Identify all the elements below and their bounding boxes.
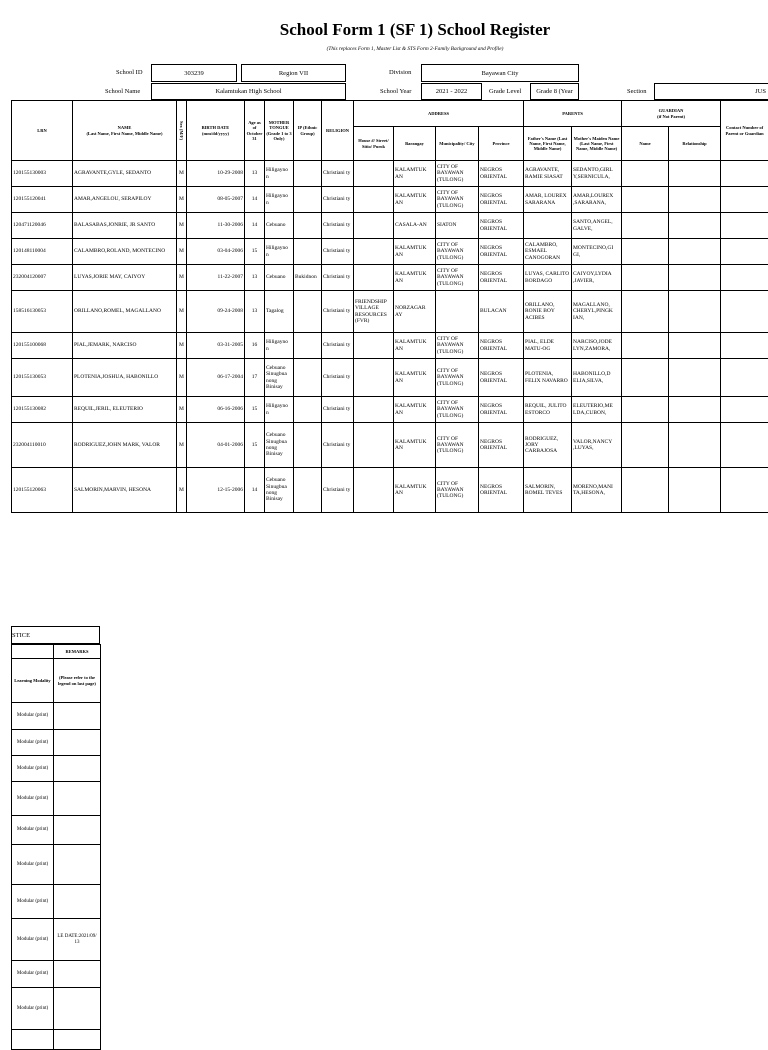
name-cell: LUYAS,JORIE MAY, CAIYOY: [73, 265, 177, 291]
tongue-cell: Cebuano Sinugbua nong Binisay: [265, 359, 294, 397]
ip-cell: [294, 291, 322, 333]
remark-cell: LE DATE:2021/09/ 13: [54, 919, 101, 961]
province-cell: NEGROS ORIENTAL: [479, 423, 524, 468]
tongue-cell: Cebuano: [265, 213, 294, 239]
section-label: Section: [627, 89, 647, 96]
age-cell: 14: [245, 187, 265, 213]
province-cell: NEGROS ORIENTAL: [479, 468, 524, 513]
list-item: [12, 730, 101, 756]
lrn-cell: 120155120063: [12, 468, 73, 513]
learning-modality-header: Learning Modality: [12, 659, 54, 703]
province-cell: NEGROS ORIENTAL: [479, 397, 524, 423]
modality-cell: Modular (print): [12, 961, 54, 988]
table-row: [12, 333, 768, 359]
guardian-name-cell: [622, 333, 669, 359]
list-item: [12, 756, 101, 782]
province-header: Province: [479, 127, 524, 161]
sex-cell: M: [177, 265, 187, 291]
table-row: [12, 239, 768, 265]
father-header: Father's Name (Last Name, First Name, Middle Name): [524, 127, 572, 161]
mother-cell: SEDANTO,GIRL Y,SERNICULA,: [572, 161, 622, 187]
guardian-relationship-cell: [669, 291, 721, 333]
remark-cell: [54, 961, 101, 988]
ip-cell: [294, 359, 322, 397]
table-row: [12, 161, 768, 187]
age-cell: 15: [245, 397, 265, 423]
lrn-cell: 120471120046: [12, 213, 73, 239]
sex-cell: M: [177, 397, 187, 423]
modality-cell: Modular (print): [12, 703, 54, 730]
contact-cell: [721, 423, 768, 468]
name-cell: ORILLANO,ROMEL, MAGALLANO: [73, 291, 177, 333]
guardian-name-cell: [622, 239, 669, 265]
guardian-relationship-cell: [669, 161, 721, 187]
remark-cell: [54, 988, 101, 1030]
sex-header-text: Sex (M/F): [179, 121, 184, 140]
ip-cell: [294, 239, 322, 265]
age-cell: 13: [245, 161, 265, 187]
birth-cell: 03-04-2006: [187, 239, 245, 265]
form-subtitle: (This replaces Form 1, Master List & STS Form 2-Family Background and Profile): [0, 46, 768, 52]
side-header-fragment: STICE: [11, 626, 100, 644]
table-row: [12, 213, 768, 239]
municipality-cell: CITY OF BAYAWAN (TULONG): [436, 423, 479, 468]
contact-header: Contact Number of Parent or Guardian: [721, 101, 768, 161]
municipality-cell: CITY OF BAYAWAN (TULONG): [436, 468, 479, 513]
house-cell: FRIENDSHIP VILLAGE RESOURCES (FVR): [354, 291, 394, 333]
religion-cell: Christiani ty: [322, 333, 354, 359]
list-item: [12, 703, 101, 730]
school-id-field: 303239: [151, 64, 237, 82]
list-item: [12, 1030, 101, 1050]
ip-header: IP (Ethnic Group): [294, 101, 322, 161]
guardian-name-cell: [622, 468, 669, 513]
lrn-header: LRN: [12, 101, 73, 161]
table-row: [12, 187, 768, 213]
barangay-cell: KALAMTUK AN: [394, 468, 436, 513]
name-cell: PIAL,JEMARK, NARCISO: [73, 333, 177, 359]
school-name-label: School Name: [105, 89, 140, 96]
house-cell: [354, 161, 394, 187]
name-cell: BALASABAS,JONRIE, JR SANTO: [73, 213, 177, 239]
age-cell: 13: [245, 265, 265, 291]
mother-cell: MONTECINO,GI GI,: [572, 239, 622, 265]
modality-cell: Modular (print): [12, 756, 54, 782]
age-cell: 15: [245, 423, 265, 468]
municipality-cell: CITY OF BAYAWAN (TULONG): [436, 359, 479, 397]
mother-cell: MAGALLANO, CHERYL,PINGK IAN,: [572, 291, 622, 333]
modality-cell: Modular (print): [12, 816, 54, 845]
house-cell: [354, 468, 394, 513]
religion-cell: Christiani ty: [322, 423, 354, 468]
modality-header-blank: [12, 645, 54, 659]
modality-cell: Modular (print): [12, 988, 54, 1030]
name-header-title: NAME: [118, 125, 132, 130]
tongue-header: MOTHER TONGUE (Grade 1 to 3 Only): [265, 101, 294, 161]
tongue-cell: Hiligayno n: [265, 333, 294, 359]
school-id-label: School ID: [116, 70, 143, 77]
municipality-cell: CITY OF BAYAWAN (TULONG): [436, 265, 479, 291]
father-cell: RODRIGUEZ, JORY CARBAJOSA: [524, 423, 572, 468]
tongue-cell: Hiligayno n: [265, 161, 294, 187]
name-cell: CALAMBRO,ROLAND, MONTECINO: [73, 239, 177, 265]
contact-cell: [721, 161, 768, 187]
tongue-cell: Cebuano Sinugbua nong Binisay: [265, 423, 294, 468]
section-field: JUS: [654, 83, 768, 100]
father-cell: REQUIL, JULITO ESTORCO: [524, 397, 572, 423]
religion-cell: Christiani ty: [322, 359, 354, 397]
mother-cell: HABONILLO,D ELIA,SILVA,: [572, 359, 622, 397]
sex-cell: M: [177, 161, 187, 187]
guardian-relationship-cell: [669, 423, 721, 468]
ip-cell: [294, 397, 322, 423]
register-table: [11, 100, 768, 513]
lrn-cell: 120155100068: [12, 333, 73, 359]
house-cell: [354, 187, 394, 213]
father-cell: LUYAS, CARLITO BORDAGO: [524, 265, 572, 291]
sex-cell: M: [177, 187, 187, 213]
register-body: [12, 161, 768, 513]
province-cell: NEGROS ORIENTAL: [479, 239, 524, 265]
remark-cell: [54, 730, 101, 756]
father-cell: AGRAVANTE, RAMIE SIASAT: [524, 161, 572, 187]
guardian-relationship-cell: [669, 239, 721, 265]
lrn-cell: 232004110010: [12, 423, 73, 468]
tongue-cell: Tagalog: [265, 291, 294, 333]
lrn-cell: 120155130053: [12, 359, 73, 397]
house-cell: [354, 213, 394, 239]
sex-cell: M: [177, 333, 187, 359]
province-cell: NEGROS ORIENTAL: [479, 333, 524, 359]
guardian-name-cell: [622, 423, 669, 468]
mother-cell: VALOR,NANCY ,LUYAS,: [572, 423, 622, 468]
remark-cell: [54, 816, 101, 845]
contact-cell: [721, 213, 768, 239]
lrn-cell: 232004120007: [12, 265, 73, 291]
guardian-name-cell: [622, 161, 669, 187]
sex-cell: M: [177, 213, 187, 239]
birth-cell: 12-15-2006: [187, 468, 245, 513]
province-cell: NEGROS ORIENTAL: [479, 213, 524, 239]
name-cell: RODRIGUEZ,JOHN MARK, VALOR: [73, 423, 177, 468]
father-cell: [524, 213, 572, 239]
guardian-relationship-cell: [669, 359, 721, 397]
sex-cell: M: [177, 291, 187, 333]
barangay-cell: KALAMTUK AN: [394, 397, 436, 423]
religion-cell: Christiani ty: [322, 161, 354, 187]
form-title: School Form 1 (SF 1) School Register: [0, 20, 768, 40]
name-cell: AGRAVANTE,GYLE, SEDANTO: [73, 161, 177, 187]
ip-cell: [294, 333, 322, 359]
age-cell: 17: [245, 359, 265, 397]
remark-cell: [54, 756, 101, 782]
father-cell: SALMORIN, ROMEL TEVES: [524, 468, 572, 513]
contact-cell: [721, 333, 768, 359]
guardian-relationship-cell: [669, 213, 721, 239]
tongue-cell: Cebuano: [265, 265, 294, 291]
ip-cell: [294, 213, 322, 239]
grade-level-label: Grade Level: [489, 89, 521, 96]
list-item: [12, 988, 101, 1030]
school-year-field: 2021 - 2022: [421, 83, 482, 100]
house-cell: [354, 359, 394, 397]
mother-cell: NARCISO,JODE LYN,ZAMORA,: [572, 333, 622, 359]
age-cell: 15: [245, 239, 265, 265]
birth-cell: 03-31-2005: [187, 333, 245, 359]
lrn-cell: 158516130053: [12, 291, 73, 333]
sex-cell: M: [177, 468, 187, 513]
guardian-relationship-cell: [669, 187, 721, 213]
birth-cell: 11-22-2007: [187, 265, 245, 291]
remark-cell: [54, 845, 101, 885]
barangay-cell: NORZAGAR AY: [394, 291, 436, 333]
municipality-cell: CITY OF BAYAWAN (TULONG): [436, 239, 479, 265]
barangay-cell: KALAMTUK AN: [394, 187, 436, 213]
contact-cell: [721, 239, 768, 265]
lrn-cell: 120155120041: [12, 187, 73, 213]
list-item: [12, 885, 101, 919]
modality-cell: [12, 1030, 54, 1050]
barangay-cell: KALAMTUK AN: [394, 161, 436, 187]
municipality-cell: [436, 291, 479, 333]
modality-cell: Modular (print): [12, 730, 54, 756]
modality-cell: Modular (print): [12, 845, 54, 885]
ip-cell: Bukidnon: [294, 265, 322, 291]
contact-cell: [721, 187, 768, 213]
municipality-cell: CITY OF BAYAWAN (TULONG): [436, 161, 479, 187]
house-cell: [354, 423, 394, 468]
table-row: [12, 359, 768, 397]
barangay-cell: KALAMTUK AN: [394, 423, 436, 468]
list-item: [12, 919, 101, 961]
guardian-relationship-header: Relationship: [669, 127, 721, 161]
modality-cell: Modular (print): [12, 782, 54, 816]
contact-cell: [721, 468, 768, 513]
list-item: [12, 961, 101, 988]
lrn-cell: 120155130003: [12, 161, 73, 187]
name-cell: SALMORIN,MARVIN, HESONA: [73, 468, 177, 513]
tongue-cell: Hiligayno n: [265, 397, 294, 423]
birth-cell: 06-17-2004: [187, 359, 245, 397]
birth-cell: 09-24-2008: [187, 291, 245, 333]
barangay-header: Barangay: [394, 127, 436, 161]
house-header: House #/ Street/ Sitio/ Purok: [354, 127, 394, 161]
contact-cell: [721, 397, 768, 423]
guardian-name-cell: [622, 291, 669, 333]
religion-cell: Christiani ty: [322, 187, 354, 213]
mother-header: Mother's Maiden Name (Last Name, First Name, Middle Name): [572, 127, 622, 161]
religion-cell: Christiani ty: [322, 291, 354, 333]
mother-cell: MORENO,MANI TA,HESONA,: [572, 468, 622, 513]
sex-cell: M: [177, 239, 187, 265]
guardian-relationship-cell: [669, 333, 721, 359]
religion-cell: Christiani ty: [322, 468, 354, 513]
remark-cell: [54, 885, 101, 919]
guardian-name-cell: [622, 187, 669, 213]
name-header: [73, 101, 177, 161]
ip-cell: [294, 468, 322, 513]
barangay-cell: KALAMTUK AN: [394, 333, 436, 359]
ip-cell: [294, 161, 322, 187]
modality-cell: Modular (print): [12, 919, 54, 961]
modality-table: [11, 644, 101, 1050]
guardian-header-sub: (if Not Parent): [657, 114, 685, 119]
name-cell: AMAR,ANGELOU, SERAPILOY: [73, 187, 177, 213]
guardian-name-cell: [622, 265, 669, 291]
house-cell: [354, 239, 394, 265]
table-row: [12, 423, 768, 468]
guardian-name-cell: [622, 359, 669, 397]
school-year-label: School Year: [380, 89, 411, 96]
province-cell: NEGROS ORIENTAL: [479, 187, 524, 213]
division-label: Division: [389, 70, 411, 77]
remarks-subheader: (Please refer to the legend on last page): [54, 659, 101, 703]
division-field: Bayawan City: [421, 64, 579, 82]
lrn-cell: 120155130082: [12, 397, 73, 423]
ip-cell: [294, 187, 322, 213]
table-row: [12, 468, 768, 513]
remark-cell: [54, 1030, 101, 1050]
province-cell: NEGROS ORIENTAL: [479, 265, 524, 291]
guardian-name-cell: [622, 397, 669, 423]
list-item: [12, 816, 101, 845]
contact-cell: [721, 291, 768, 333]
guardian-name-cell: [622, 213, 669, 239]
municipality-header: Municipality/ City: [436, 127, 479, 161]
mother-cell: AMAR,LOUREX ,SARARANA,: [572, 187, 622, 213]
list-item: [12, 782, 101, 816]
father-cell: PIAL, ELDE MATU-OG: [524, 333, 572, 359]
guardian-header-title: GUARDIAN: [659, 108, 684, 113]
modality-cell: Modular (print): [12, 885, 54, 919]
tongue-cell: Cebuano Sinugbua nong Binisay: [265, 468, 294, 513]
municipality-cell: CITY OF BAYAWAN (TULONG): [436, 333, 479, 359]
religion-cell: Christiani ty: [322, 397, 354, 423]
barangay-cell: KALAMTUK AN: [394, 239, 436, 265]
address-header: ADDRESS: [354, 101, 524, 127]
father-cell: AMAR, LOUREX SARARANA: [524, 187, 572, 213]
age-header: Age as of October 31: [245, 101, 265, 161]
table-row: [12, 291, 768, 333]
tongue-cell: Hiligayno n: [265, 187, 294, 213]
guardian-name-header: Name: [622, 127, 669, 161]
father-cell: CALAMBRO, ESMAEL CANOGORAN: [524, 239, 572, 265]
religion-cell: Christiani ty: [322, 239, 354, 265]
sex-cell: M: [177, 423, 187, 468]
remarks-header: REMARKS: [54, 645, 101, 659]
guardian-relationship-cell: [669, 468, 721, 513]
school-name-field: Kalamtukan High School: [151, 83, 346, 100]
table-row: [12, 265, 768, 291]
contact-cell: [721, 265, 768, 291]
region-field: Region VII: [241, 64, 346, 82]
father-cell: ORILLANO, RONIE BOY ACIBES: [524, 291, 572, 333]
table-row: [12, 397, 768, 423]
remark-cell: [54, 782, 101, 816]
sex-header: [177, 101, 187, 161]
guardian-relationship-cell: [669, 397, 721, 423]
name-cell: PLOTENIA,JOSHUA, HABONILLO: [73, 359, 177, 397]
contact-cell: [721, 359, 768, 397]
lrn-cell: 120148110004: [12, 239, 73, 265]
remark-cell: [54, 703, 101, 730]
guardian-relationship-cell: [669, 265, 721, 291]
province-cell: NEGROS ORIENTAL: [479, 359, 524, 397]
birth-cell: 11-30-2006: [187, 213, 245, 239]
mother-cell: SANTO,ANGEL, GALVE,: [572, 213, 622, 239]
province-cell: BULACAN: [479, 291, 524, 333]
mother-cell: ELEUTERIO,ME LDA,CUBON,: [572, 397, 622, 423]
age-cell: 14: [245, 468, 265, 513]
municipality-cell: SIATON: [436, 213, 479, 239]
province-cell: NEGROS ORIENTAL: [479, 161, 524, 187]
house-cell: [354, 333, 394, 359]
religion-cell: Christiani ty: [322, 213, 354, 239]
barangay-cell: KALAMTUK AN: [394, 265, 436, 291]
birth-cell: 06-16-2006: [187, 397, 245, 423]
barangay-cell: CASALA-AN: [394, 213, 436, 239]
house-cell: [354, 397, 394, 423]
religion-header: RELIGION: [322, 101, 354, 161]
age-cell: 14: [245, 213, 265, 239]
religion-cell: Christiani ty: [322, 265, 354, 291]
name-cell: REQUIL,JERIL, ELEUTERIO: [73, 397, 177, 423]
father-cell: PLOTENIA, FELIX NAVARRO: [524, 359, 572, 397]
list-item: [12, 845, 101, 885]
age-cell: 13: [245, 291, 265, 333]
birth-header: BIRTH DATE (mm/dd/yyyy): [187, 101, 245, 161]
birth-cell: 08-05-2007: [187, 187, 245, 213]
grade-level-field: Grade 8 (Year: [530, 83, 579, 100]
guardian-header: [622, 101, 721, 127]
parents-header: PARENTS: [524, 101, 622, 127]
birth-cell: 04-01-2006: [187, 423, 245, 468]
name-header-sub: (Last Name, First Name, Middle Name): [86, 131, 162, 136]
mother-cell: CAIYOY,LYDIA ,JAVIER,: [572, 265, 622, 291]
birth-cell: 10-29-2008: [187, 161, 245, 187]
barangay-cell: KALAMTUK AN: [394, 359, 436, 397]
age-cell: 16: [245, 333, 265, 359]
tongue-cell: Hiligayno n: [265, 239, 294, 265]
sex-cell: M: [177, 359, 187, 397]
ip-cell: [294, 423, 322, 468]
municipality-cell: CITY OF BAYAWAN (TULONG): [436, 187, 479, 213]
house-cell: [354, 265, 394, 291]
municipality-cell: CITY OF BAYAWAN (TULONG): [436, 397, 479, 423]
